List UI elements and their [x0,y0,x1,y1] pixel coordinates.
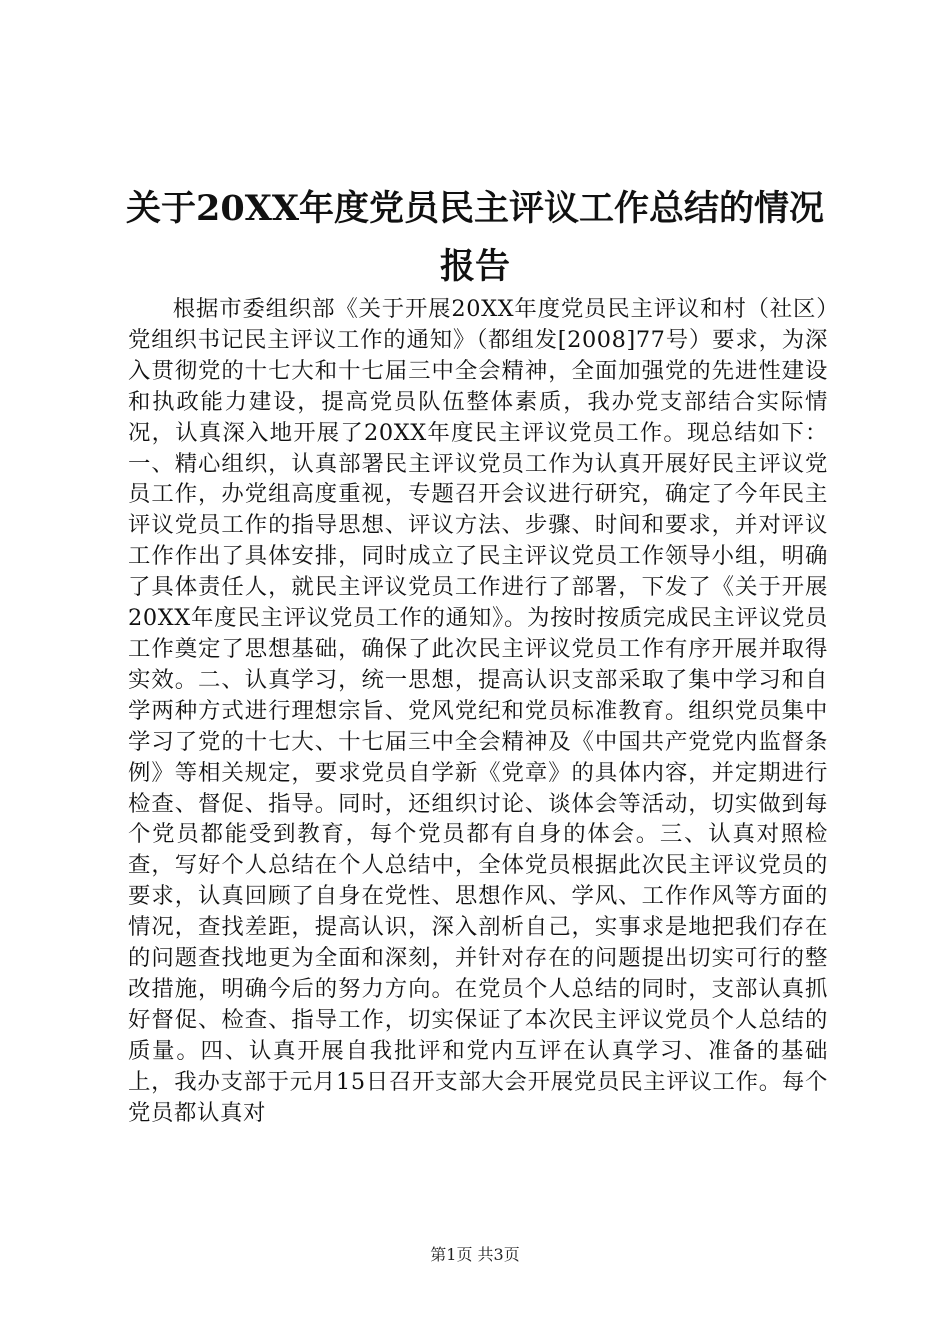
page-number-footer: 第1页 共3页 [430,1245,520,1264]
document-body-paragraph: 根据市委组织部《关于开展20XX年度党员民主评议和村（社区）党组织书记民主评议工作的通知》（都组发[2008]77号）要求，为深入贯彻党的十七大和十七届三中全会精神，全面加强党的先进性建设和执政能力建设，提高党员队伍整体素质，我办党支部结合实际情况，认真深入地开展了20XX年度民主评议党员工作。现总结如下：一、精心组织，认真部署民主评议党员工作为认真开展好民主评议党员工作，办党组高度重视，专题召开会议进行研究，确定了今年民主评议党员工作的指导思想、评议方法、步骤、时间和要求，并对评议工作作出了具体安排，同时成立了民主评议党员工作领导小组，明确了具体责任人，就民主评议党员工作进行了部署，下发了《关于开展20XX年度民主评议党员工作的通知》。为按时按质完成民主评议党员工作奠定了思想基础，确保了此次民主评议党员工作有序开展并取得实效。二、认真学习，统一思想，提高认识支部采取了集中学习和自学两种方式进行理想宗旨、党风党纪和党员标准教育。组织党员集中学习了党的十七大、十七届三中全会精神及《中国共产党党内监督条例》等相关规定，要求党员自学新《党章》的具体内容，并定期进行检查、督促、指导。同时，还组织讨论、谈体会等活动，切实做到每个党员都能受到教育，每个党员都有自身的体会。三、认真对照检查，写好个人总结在个人总结中，全体党员根据此次民主评议党员的要求，认真回顾了自身在党性、思想作风、学风、工作作风等方面的情况，查找差距，提高认识，深入剖析自己，实事求是地把我们存在的问题查找地更为全面和深刻，并针对存在的问题提出切实可行的整改措施，明确今后的努力方向。在党员个人总结的同时，支部认真抓好督促、检查、指导工作，切实保证了本次民主评议党员个人总结的质量。四、认真开展自我批评和党内互评在认真学习、准备的基础上，我办支部于元月15日召开支部大会开展党员民主评议工作。每个党员都认真对 [128,296,828,1126]
document-title-line-2: 报告 [439,246,510,287]
document-title-line-1: 关于20XX年度党员民主评议工作总结的情况 [125,188,825,229]
